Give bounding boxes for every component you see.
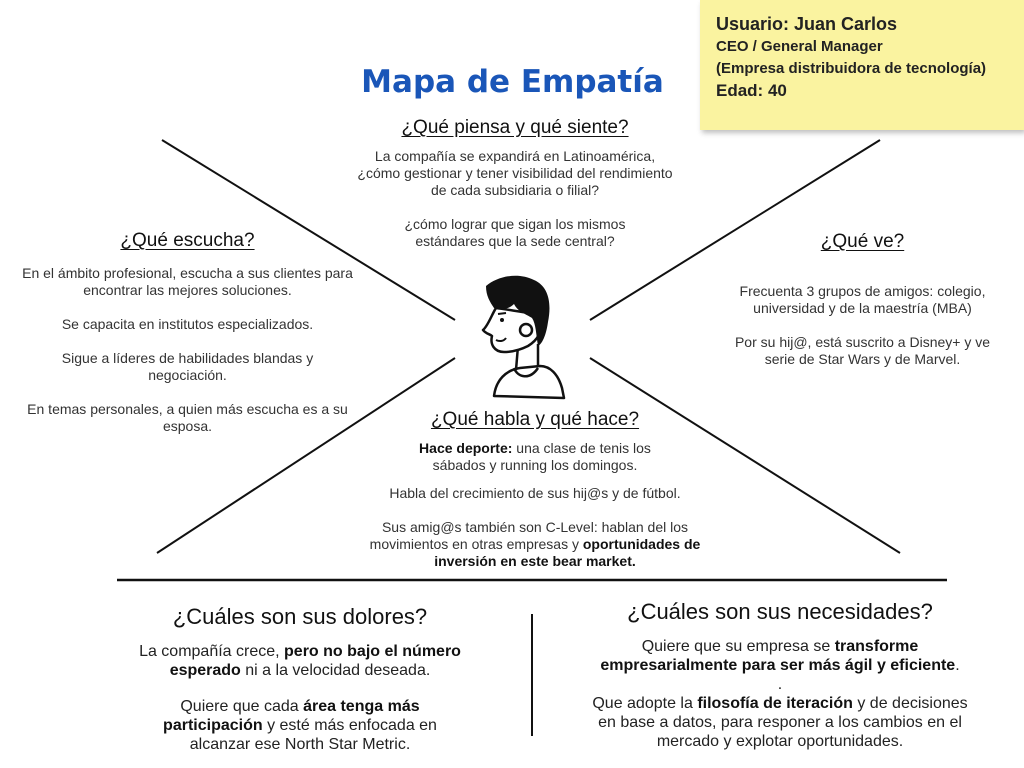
user-name: Usuario: Juan Carlos [716,14,898,34]
escucha-text-4: En temas personales, a quien más escucha es a su esposa. [27,401,348,434]
escucha-text-2: Se capacita en institutos especializados. [61,316,314,332]
necesidades-text-1 [560,637,1000,675]
habla-text-3-bold: oportunidades de inversión en este bear market. [434,536,701,569]
habla-text-1-rest: una clase de tenis los sábados y running los domingos. [432,440,651,473]
necesidades-text-2-start: Que adopte la [592,695,698,712]
piensa-section [355,117,675,250]
necesidades-dot: . [777,676,783,693]
ve-text-2: Por su hij@, está suscrito a Disney+ y ve serie de Star Wars y de Marvel. [734,334,991,367]
necesidades-text-1-end: . [955,657,960,674]
user-age: Edad: 40 [716,81,787,100]
escucha-text-1: En el ámbito profesional, escucha a sus clientes para encontrar las mejores soluciones. [22,265,353,298]
ve-section [730,231,995,368]
dolores-text-1-bold: pero no bajo el número esperado [169,643,461,679]
dolores-text-1-start: La compañía crece, [139,643,285,660]
escucha-section [15,230,360,435]
habla-text-3 [355,519,715,570]
dolores-text-2-end: y esté más enfocada en alcanzar ese North Star Metric. [189,717,437,753]
necesidades-text-2 [560,694,1000,751]
escucha-heading: ¿Qué escucha? [120,230,255,251]
habla-heading: ¿Qué habla y qué hace? [430,409,640,430]
user-company: (Empresa distribuidora de tecnología) [716,60,987,77]
necesidades-text-2-end: y de decisiones en base a datos, para responer a los cambios en el mercado y explotar oportunidades. [598,695,968,750]
necesidades-text-2-bold: filosofía de iteración [697,695,853,712]
habla-text-1 [355,440,715,474]
ve-text-1: Frecuenta 3 grupos de amigos: colegio, universidad y de la maestría (MBA) [739,283,986,316]
necesidades-text-1-start: Quiere que su empresa se [641,638,835,655]
user-profile-note [700,0,1024,130]
dolores-text-2 [115,697,485,754]
user-role: CEO / General Manager [716,38,883,55]
dolores-text-1-end: ni a la velocidad deseada. [240,662,431,679]
piensa-text-1: La compañía se expandirá en Latinoamérica, ¿cómo gestionar y tener visibilidad del rendimiento de cada subsidiaria o filial? [357,148,673,198]
dolores-text-2-start: Quiere que cada [180,698,304,715]
dolores-text-1 [115,642,485,680]
dolores-text-2-bold: área tenga más participación [163,698,420,734]
dolores-heading: ¿Cuáles son sus dolores? [172,604,428,629]
habla-text-3-start: Sus amig@s también son C-Level: hablan del los movimientos en otras empresas y [369,519,689,552]
ve-heading: ¿Qué ve? [820,231,905,252]
habla-section [355,409,715,570]
piensa-text-2: ¿cómo lograr que sigan los mismos estándares que la sede central? [404,216,626,249]
page-title: Mapa de Empatía [361,64,664,100]
necesidades-text-1-bold: transforme empresarialmente para ser más ágil y eficiente [600,638,956,674]
person-avatar-icon [478,274,568,402]
habla-text-1-bold: Hace deporte: [419,440,513,456]
necesidades-section [560,599,1000,751]
necesidades-heading: ¿Cuáles son sus necesidades? [627,599,933,624]
escucha-text-3: Sigue a líderes de habilidades blandas y negociación. [61,350,314,383]
piensa-heading: ¿Qué piensa y qué siente? [401,117,629,138]
dolores-section [115,604,485,754]
habla-text-2: Habla del crecimiento de sus hij@s y de fútbol. [389,485,681,501]
